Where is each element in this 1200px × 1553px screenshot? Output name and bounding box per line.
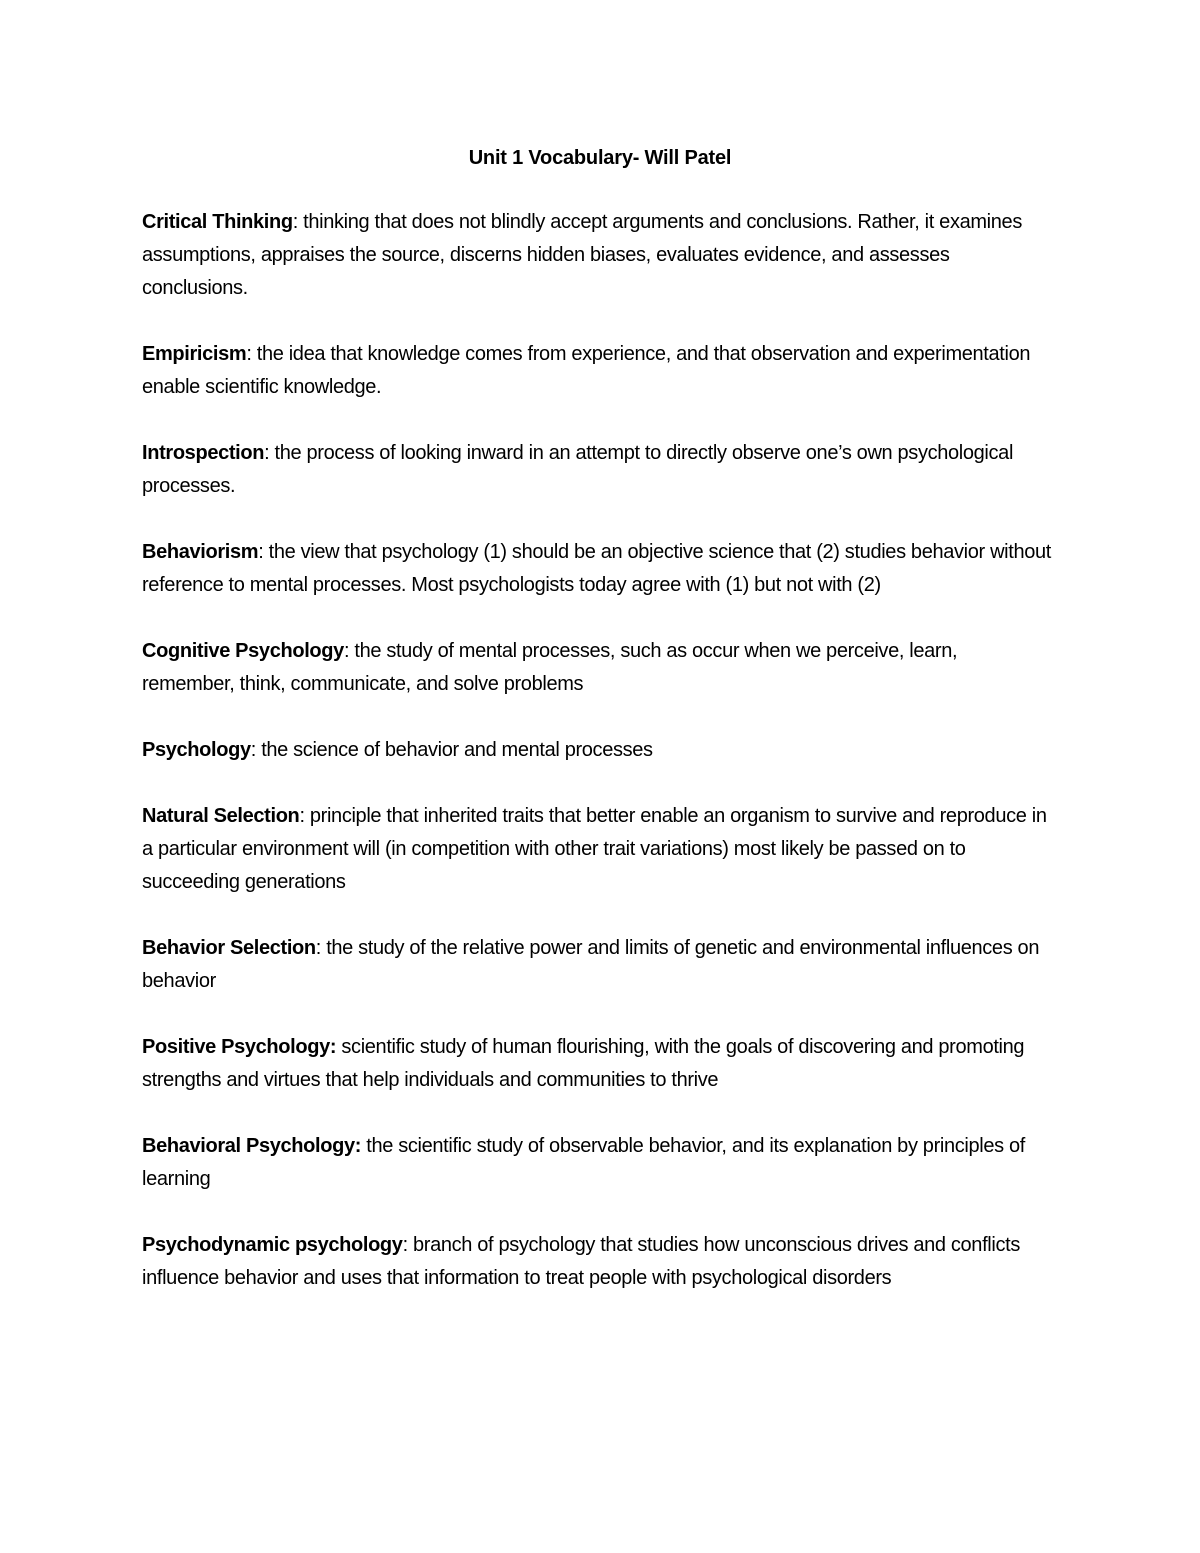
vocab-definition: scientific study of human flourishing, with the goals of discovering and promoting strengths and virtues that help individuals and communities to thrive: [142, 1036, 1025, 1091]
vocab-term: Positive Psychology:: [142, 1036, 337, 1058]
vocab-entry-positive-psychology: [142, 1031, 1052, 1097]
vocab-entry-behavioral-psychology: [142, 1130, 1052, 1196]
vocab-term: Psychology: [142, 739, 251, 761]
vocab-entry-natural-selection: [142, 800, 1052, 899]
vocabulary-list: [142, 206, 1052, 1328]
vocab-definition: the scientific study of observable behavior, and its explanation by principles of learning: [142, 1135, 1025, 1190]
vocab-definition: the study of the relative power and limits of genetic and environmental influences on behavior: [142, 937, 1040, 992]
vocab-separator: :: [246, 343, 252, 365]
vocab-term: Psychodynamic psychology: [142, 1234, 403, 1256]
vocab-entry-introspection: [142, 437, 1052, 503]
page-title: Unit 1 Vocabulary- Will Patel: [468, 147, 732, 169]
vocab-term: Behavior Selection: [142, 937, 316, 959]
vocab-term: Critical Thinking: [142, 211, 293, 233]
vocab-definition: the view that psychology (1) should be an objective science that (2) studies behavior without reference to mental processes. Most psychologists today agree with (1) but not with (2): [142, 541, 1051, 596]
vocab-separator: :: [315, 937, 321, 959]
vocab-separator: :: [343, 640, 350, 662]
vocab-separator: :: [258, 541, 264, 563]
vocab-term: Behavioral Psychology:: [142, 1135, 362, 1157]
vocab-term: Behaviorism: [142, 541, 259, 563]
vocab-term: Introspection: [142, 442, 265, 464]
vocab-term: Empiricism: [142, 343, 247, 365]
vocab-entry-psychology: [142, 734, 1052, 767]
vocab-definition: principle that inherited traits that better enable an organism to survive and reproduce in a particular environment will (in competition with other trait variations) most likely be passed on to succeeding generations: [142, 805, 1047, 893]
vocab-entry-critical-thinking: [142, 206, 1052, 305]
vocab-definition: thinking that does not blindly accept arguments and conclusions. Rather, it examines assumptions, appraises the source, discerns hidden biases, evaluates evidence, and assesses conclusions.: [142, 211, 1022, 299]
vocab-term: Cognitive Psychology: [142, 640, 344, 662]
vocab-term: Natural Selection: [142, 805, 300, 827]
vocab-definition: the study of mental processes, such as occur when we perceive, learn, remember, think, communicate, and solve problems: [142, 640, 958, 695]
vocab-entry-empiricism: [142, 338, 1052, 404]
vocab-definition: the science of behavior and mental processes: [255, 739, 653, 761]
vocab-entry-psychodynamic-psychology: [142, 1229, 1052, 1295]
vocab-definition: the idea that knowledge comes from experience, and that observation and experimentation enable scientific knowledge.: [142, 343, 1031, 398]
vocab-separator: :: [402, 1234, 408, 1256]
vocab-entry-behavior-selection: [142, 932, 1052, 998]
vocab-separator: :: [299, 805, 305, 827]
vocab-separator: :: [292, 211, 298, 233]
vocab-definition: branch of psychology that studies how unconscious drives and conflicts influence behavior and uses that information to treat people with psychological disorders: [142, 1234, 1020, 1289]
vocab-separator: :: [264, 442, 270, 464]
vocab-entry-behaviorism: [142, 536, 1052, 602]
vocab-separator: :: [250, 739, 256, 761]
vocab-entry-cognitive-psychology: [142, 635, 1052, 701]
vocab-definition: the process of looking inward in an attempt to directly observe one’s own psychological processes.: [142, 442, 1014, 497]
